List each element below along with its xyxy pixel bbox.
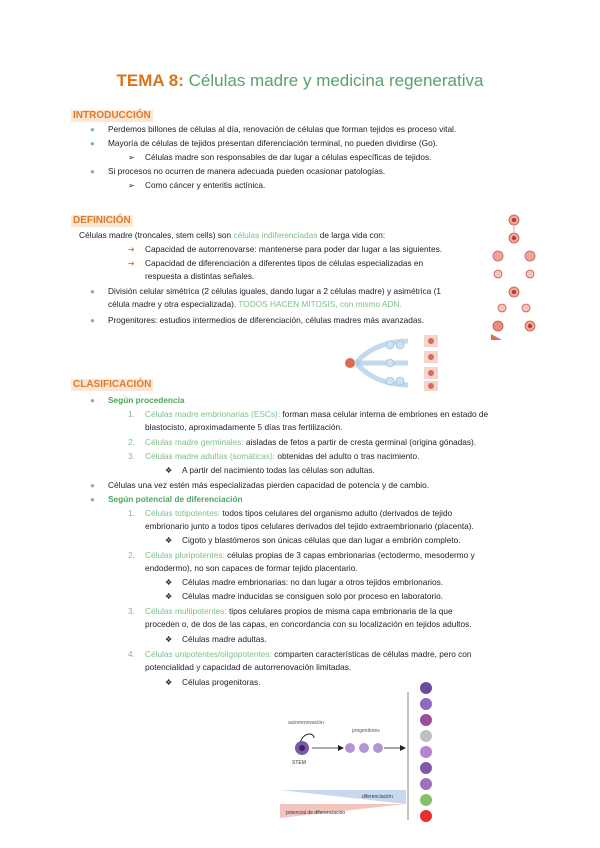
- term-desc: tipos celulares propios de misma capa embrionaria de la que: [226, 606, 453, 616]
- def-text: célula madre y otra especializada).: [108, 299, 239, 309]
- term: Células madre germinales:: [145, 437, 244, 447]
- def-line-1: [79, 230, 385, 241]
- def-bullet-1b: [108, 299, 402, 310]
- arrow-bullet-icon: ➢: [128, 153, 135, 162]
- clasif-item-3s: A partir del nacimiento todas las células son adultas.: [182, 465, 375, 475]
- potency-2s1: Células madre embrionarias: no dan lugar a otros tejidos embrionarios.: [182, 577, 444, 587]
- list-number: 2.: [128, 437, 135, 447]
- figure-label-differentiation: diferenciación: [362, 794, 393, 800]
- term: Células madre adultas (somáticas):: [145, 451, 276, 461]
- list-number: 1.: [128, 409, 135, 419]
- list-number: 1.: [128, 508, 135, 518]
- potency-1: [145, 508, 452, 519]
- potency-hierarchy-figure: [280, 672, 460, 832]
- list-number: 3.: [128, 451, 135, 461]
- list-number: 4.: [128, 649, 135, 659]
- def-highlight: células indiferenciadas: [233, 230, 318, 240]
- clasif-general: Células una vez estén más especializadas pierden capacidad de potencia y de cambio.: [108, 480, 430, 490]
- term: Células multipotentes:: [145, 606, 227, 616]
- potency-4s: Células progenitoras.: [182, 677, 261, 687]
- potency-2s2: Células madre inducidas se consiguen solo por proceso en laboratorio.: [182, 591, 444, 601]
- bullet-icon: ●: [90, 139, 95, 148]
- def-bullet-1a: División celular simétrica (2 células iguales, dando lugar a 2 células madre) y asimétrica (1: [108, 286, 441, 296]
- term: Células madre embrionarias (ESCs):: [145, 409, 281, 419]
- term: Células unipotentes/oligopotentes:: [145, 649, 272, 659]
- bullet-icon: ●: [90, 125, 95, 134]
- diamond-bullet-icon: ❖: [165, 536, 173, 545]
- title-main: Células madre y medicina regenerativa: [188, 71, 484, 90]
- potency-4b: potencialidad y capacidad de autorrenovación limitadas.: [145, 662, 352, 672]
- intro-heading: INTRODUCCIÓN: [73, 110, 151, 121]
- potency-3s: Células madre adultas.: [182, 634, 267, 644]
- diamond-bullet-icon: ❖: [165, 466, 173, 475]
- def-arrow-1: Capacidad de autorrenovarse: mantenerse para poder dar lugar a las siguientes.: [145, 244, 443, 254]
- intro-sub-3: Como cáncer y enteritis actínica.: [145, 180, 266, 190]
- term: Células totipotentes:: [145, 508, 221, 518]
- figure-label-autorenewal: autorrenovación: [288, 720, 324, 726]
- page-title: [0, 71, 600, 91]
- diamond-bullet-icon: ❖: [165, 635, 173, 644]
- def-highlight: TODOS HACEN MITOSIS, con mismo ADN.: [238, 299, 402, 309]
- bullet-icon: ●: [90, 316, 95, 325]
- arrow-icon: ➔: [128, 259, 135, 268]
- cell-division-figure: [486, 212, 544, 342]
- def-arrow-2a: Capacidad de diferenciación a diferentes tipos de células especializadas en: [145, 258, 424, 268]
- potency-4: [145, 649, 472, 660]
- potency-3b: proceden o, de dos de las capas, en concordancia con su localización en tejidos adultos.: [145, 619, 472, 629]
- def-arrow-2b: respuesta a distintas señales.: [145, 271, 255, 281]
- term-desc: forman masa celular interna de embriones en estado de: [280, 409, 489, 419]
- term-desc: células propias de 3 capas embrionarias (ectodermo, mesodermo y: [224, 550, 475, 560]
- clasif-item-2: [145, 437, 476, 448]
- differentiation-figure: [338, 333, 468, 391]
- bullet-icon: ●: [90, 167, 95, 176]
- title-prefix: TEMA 8:: [116, 71, 184, 90]
- term-desc: aisladas de fetos a partir de cresta germinal (origina gónadas).: [243, 437, 477, 447]
- potency-3: [145, 606, 453, 617]
- bullet-icon: ●: [90, 396, 95, 405]
- bullet-icon: ●: [90, 495, 95, 504]
- def-text: de larga vida con:: [317, 230, 386, 240]
- intro-sub-2: Células madre son responsables de dar lugar a células específicas de tejidos.: [145, 152, 432, 162]
- intro-bullet-1: Perdemos billones de células al día, renovación de células que forman tejidos es proceso vital.: [108, 124, 457, 134]
- clasif-heading: CLASIFICACIÓN: [73, 379, 152, 390]
- intro-bullet-3: Si procesos no ocurren de manera adecuada pueden ocasionar patologías.: [108, 166, 386, 176]
- intro-bullet-2: Mayoría de células de tejidos presentan diferenciación terminal, no pueden dividirse (Go).: [108, 138, 438, 148]
- term: Células pluripotentes:: [145, 550, 225, 560]
- term-desc: todos tipos celulares del organismo adulto (derivados de tejido: [220, 508, 453, 518]
- potency-1b: embrionario junto a todos tipos celulares derivados del tejido extraembrionario (placenta).: [145, 521, 474, 531]
- figure-label-potential: potencial de diferenciación: [286, 810, 346, 816]
- diamond-bullet-icon: ❖: [165, 678, 173, 687]
- potency-2: [145, 550, 475, 561]
- list-number: 2.: [128, 550, 135, 560]
- diamond-bullet-icon: ❖: [165, 578, 173, 587]
- clasif-item-1: [145, 409, 488, 420]
- clasif-item-3: [145, 451, 419, 462]
- def-heading: DEFINICIÓN: [73, 215, 131, 226]
- bullet-icon: ●: [90, 481, 95, 490]
- bullet-icon: ●: [90, 287, 95, 296]
- term-desc: obtenidas del adulto o tras nacimiento.: [275, 451, 420, 461]
- figure-label-stem: STEM: [292, 760, 306, 766]
- diamond-bullet-icon: ❖: [165, 592, 173, 601]
- arrow-bullet-icon: ➢: [128, 181, 135, 190]
- clasif-sub-1: Según procedencia: [108, 395, 185, 405]
- potency-2b: endodermo), no son capaces de formar tejido placentario.: [145, 563, 358, 573]
- potency-1s: Cigoto y blastómeros son únicas células que dan lugar a embrión completo.: [182, 535, 461, 545]
- arrow-icon: ➔: [128, 245, 135, 254]
- clasif-item-1b: blastocisto, aproximadamente 5 días tras fertilización.: [145, 422, 343, 432]
- term-desc: comparten características de células madre, pero con: [271, 649, 472, 659]
- list-number: 3.: [128, 606, 135, 616]
- figure-label-progenitors: progenitores: [352, 728, 380, 734]
- clasif-sub-2: Según potencial de diferenciación: [108, 494, 243, 504]
- def-bullet-2: Progenitores: estudios intermedios de diferenciación, células madres más avanzadas.: [108, 315, 424, 325]
- def-text: Células madre (troncales, stem cells) son: [79, 230, 234, 240]
